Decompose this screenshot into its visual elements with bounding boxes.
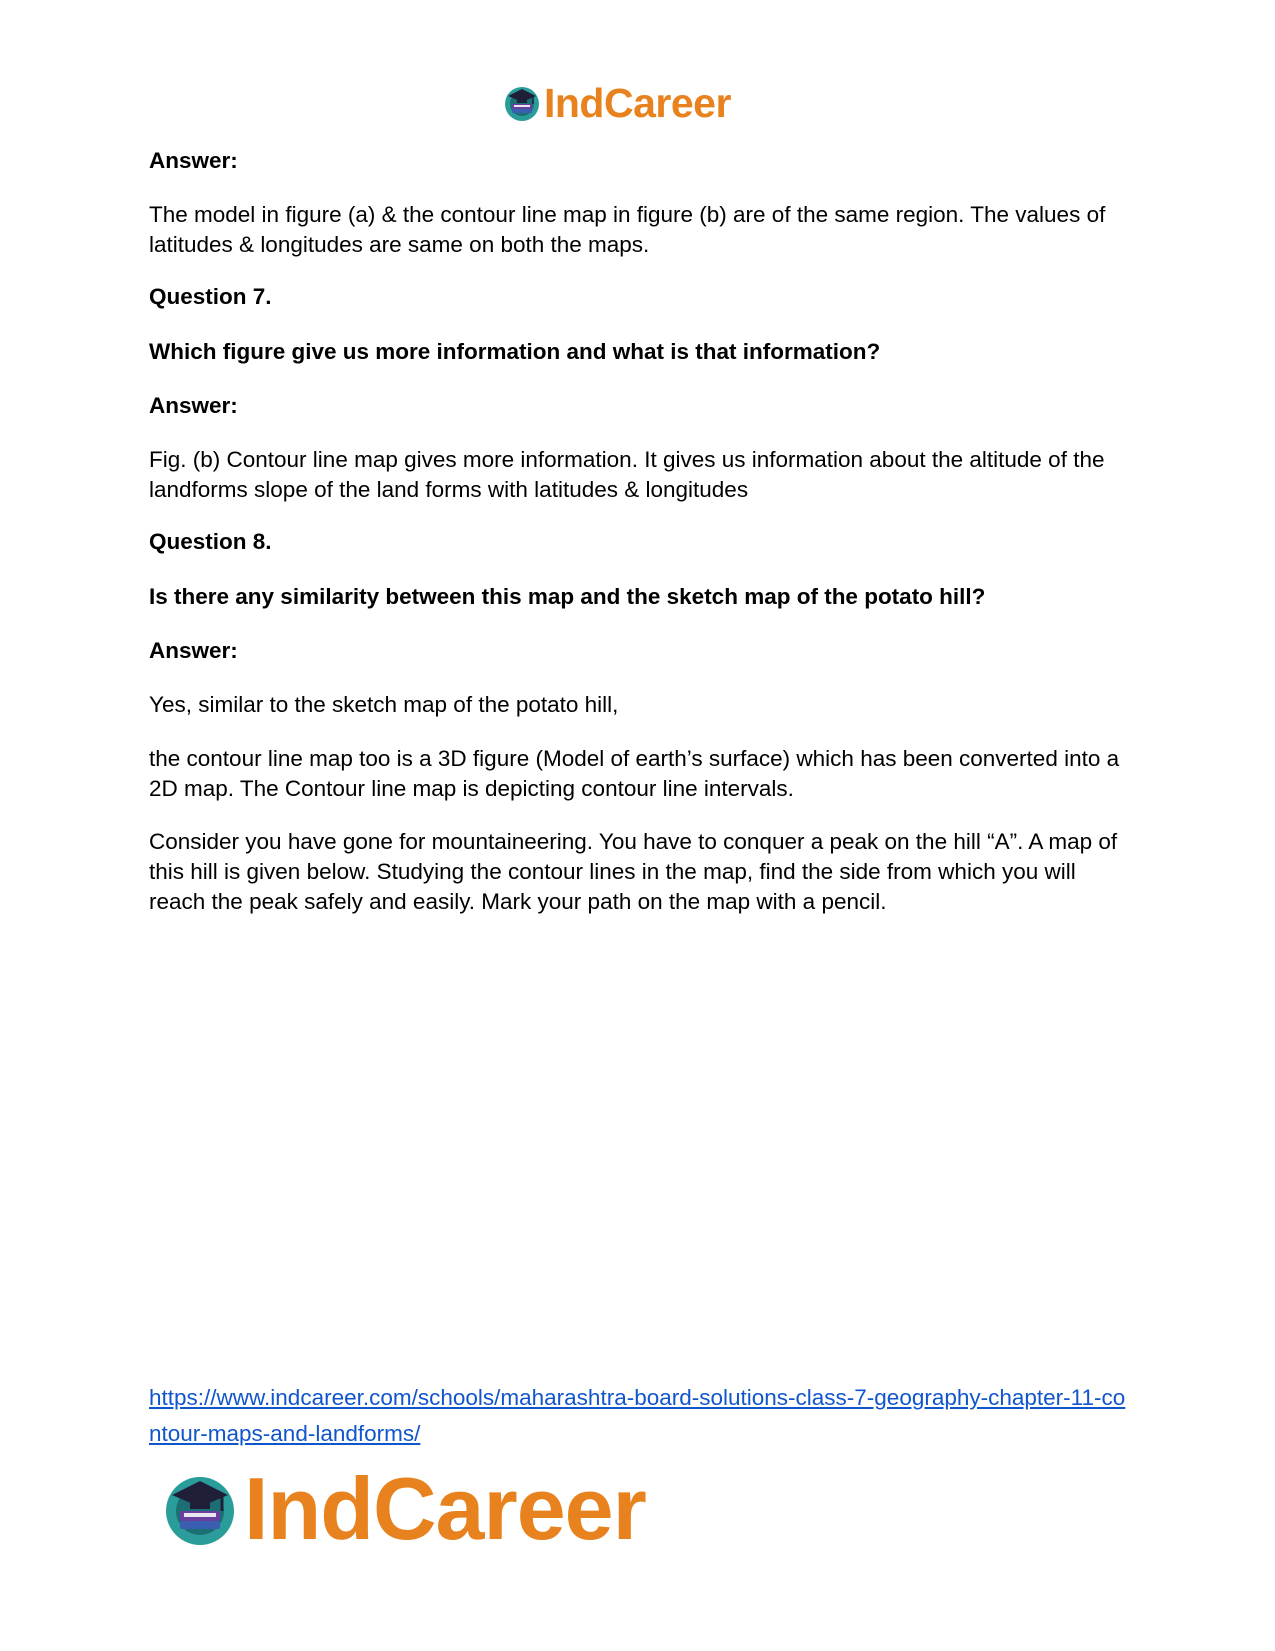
answer-text: Fig. (b) Contour line map gives more information. It gives us information about the altitude of the landforms slope of the land forms with latitudes & longitudes (149, 447, 1105, 502)
question-label: Question 7. (149, 284, 272, 309)
answer-label: Answer: (149, 393, 238, 418)
answer-text: The model in figure (a) & the contour line map in figure (b) are of the same region. The values of latitudes & longitudes are same on both the maps. (149, 202, 1106, 257)
header-logo (502, 78, 731, 128)
footer-logo-text: IndCareer (244, 1459, 646, 1558)
question-text: Is there any similarity between this map and the sketch map of the potato hill? (149, 584, 986, 609)
instruction-paragraph: Consider you have gone for mountaineering. You have to conquer a peak on the hill “A”. A map of this hill is given below. Studying the contour lines in the map, find the side from which you will reach the peak safely and easily. Mark your path on the map with a pencil. (149, 829, 1118, 914)
header-logo-text: IndCareer (544, 79, 731, 126)
answer-text: the contour line map too is a 3D figure (Model of earth’s surface) which has been converted into a 2D map. The Contour line map is depicting contour line intervals. (149, 746, 1120, 801)
answer-label: Answer: (149, 148, 238, 173)
question-label: Question 8. (149, 529, 272, 554)
answer-label: Answer: (149, 638, 238, 663)
question-text: Which figure give us more information and what is that information? (149, 339, 881, 364)
graduation-cap-book-icon (502, 83, 542, 123)
graduation-cap-book-icon (160, 1469, 240, 1549)
source-link[interactable]: https://www.indcareer.com/schools/maharashtra-board-solutions-class-7-geography-chapter-11-contour-maps-and-landforms/ (149, 1385, 1126, 1446)
answer-text: Yes, similar to the sketch map of the potato hill, (149, 692, 619, 717)
footer-logo (160, 1459, 646, 1558)
